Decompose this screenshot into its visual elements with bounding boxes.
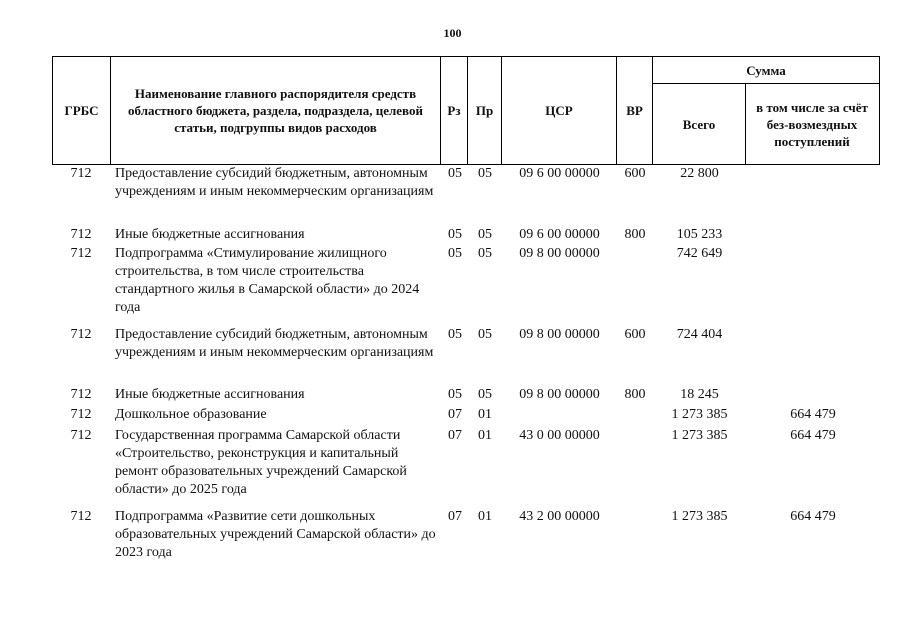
cell-pr: 01 bbox=[478, 407, 492, 422]
cell-name: Предоставление субсидий бюджетным, автономным учреждениям и иным некоммерческим организациям bbox=[115, 327, 434, 360]
cell-name: Иные бюджетные ассигнования bbox=[115, 387, 305, 402]
cell-vr: 600 bbox=[624, 166, 646, 181]
cell-total: 22 800 bbox=[680, 166, 719, 181]
cell-pr: 05 bbox=[478, 387, 492, 402]
cell-rz: 05 bbox=[448, 166, 462, 181]
header-csr: ЦСР bbox=[545, 103, 573, 118]
cell-pr: 05 bbox=[478, 246, 492, 261]
header-pr: Пр bbox=[475, 103, 494, 118]
cell-pr: 05 bbox=[478, 166, 492, 181]
cell-csr: 09 6 00 00000 bbox=[519, 166, 600, 181]
cell-free: 664 479 bbox=[790, 428, 836, 443]
cell-rz: 07 bbox=[448, 428, 462, 443]
cell-grbs: 712 bbox=[70, 407, 92, 422]
header-free: в том числе за счёт без-возмездных поступлений bbox=[756, 99, 868, 149]
cell-vr: 800 bbox=[624, 227, 646, 242]
header-name: Наименование главного распорядителя средств областного бюджета, раздела, подраздела, целевой статьи, подгруппы видов расходов bbox=[128, 86, 423, 135]
cell-total: 1 273 385 bbox=[671, 509, 728, 524]
cell-name: Иные бюджетные ассигнования bbox=[115, 227, 305, 242]
cell-name: Дошкольное образование bbox=[115, 407, 267, 422]
cell-name: Подпрограмма «Развитие сети дошкольных образовательных учреждений Самарской области» до 2023 года bbox=[115, 509, 436, 560]
cell-pr: 01 bbox=[478, 509, 492, 524]
cell-csr: 43 2 00 00000 bbox=[519, 509, 600, 524]
header-total: Всего bbox=[682, 116, 716, 132]
cell-csr: 09 8 00 00000 bbox=[519, 246, 600, 261]
cell-csr: 09 8 00 00000 bbox=[519, 327, 600, 342]
cell-grbs: 712 bbox=[70, 509, 92, 524]
cell-pr: 01 bbox=[478, 428, 492, 443]
cell-total: 18 245 bbox=[680, 387, 719, 402]
header-grbs: ГРБС bbox=[64, 103, 99, 118]
cell-name: Предоставление субсидий бюджетным, автономным учреждениям и иным некоммерческим организациям bbox=[115, 166, 434, 199]
cell-total: 742 649 bbox=[676, 246, 723, 261]
cell-free: 664 479 bbox=[790, 407, 836, 422]
cell-csr: 09 6 00 00000 bbox=[519, 227, 600, 242]
header-vr: ВР bbox=[626, 103, 643, 118]
header-sum: Сумма bbox=[746, 62, 786, 78]
cell-total: 724 404 bbox=[676, 327, 723, 342]
cell-free: 664 479 bbox=[790, 509, 836, 524]
cell-rz: 07 bbox=[448, 509, 462, 524]
cell-rz: 05 bbox=[448, 387, 462, 402]
cell-rz: 05 bbox=[448, 246, 462, 261]
cell-grbs: 712 bbox=[70, 166, 92, 181]
cell-grbs: 712 bbox=[70, 227, 92, 242]
cell-grbs: 712 bbox=[70, 387, 92, 402]
cell-csr: 09 8 00 00000 bbox=[519, 387, 600, 402]
cell-grbs: 712 bbox=[70, 428, 92, 443]
cell-name: Государственная программа Самарской области «Строительство, реконструкция и капитальный ремонт образовательных учреждений Самарской области» до 2025 года bbox=[115, 428, 407, 497]
cell-vr: 600 bbox=[624, 327, 646, 342]
cell-grbs: 712 bbox=[70, 327, 92, 342]
cell-csr: 43 0 00 00000 bbox=[519, 428, 600, 443]
cell-grbs: 712 bbox=[70, 246, 92, 261]
cell-pr: 05 bbox=[478, 227, 492, 242]
cell-rz: 05 bbox=[448, 327, 462, 342]
table-header bbox=[52, 56, 880, 165]
cell-rz: 07 bbox=[448, 407, 462, 422]
cell-total: 1 273 385 bbox=[671, 428, 728, 443]
cell-total: 1 273 385 bbox=[671, 407, 728, 422]
page-number: 100 bbox=[443, 26, 462, 40]
cell-vr: 800 bbox=[624, 387, 646, 402]
header-rz: Рз bbox=[447, 103, 461, 118]
cell-pr: 05 bbox=[478, 327, 492, 342]
cell-total: 105 233 bbox=[676, 227, 723, 242]
cell-rz: 05 bbox=[448, 227, 462, 242]
cell-name: Подпрограмма «Стимулирование жилищного строительства, в том числе строительства стандартного жилья в Самарской области» до 2024 года bbox=[115, 246, 420, 315]
